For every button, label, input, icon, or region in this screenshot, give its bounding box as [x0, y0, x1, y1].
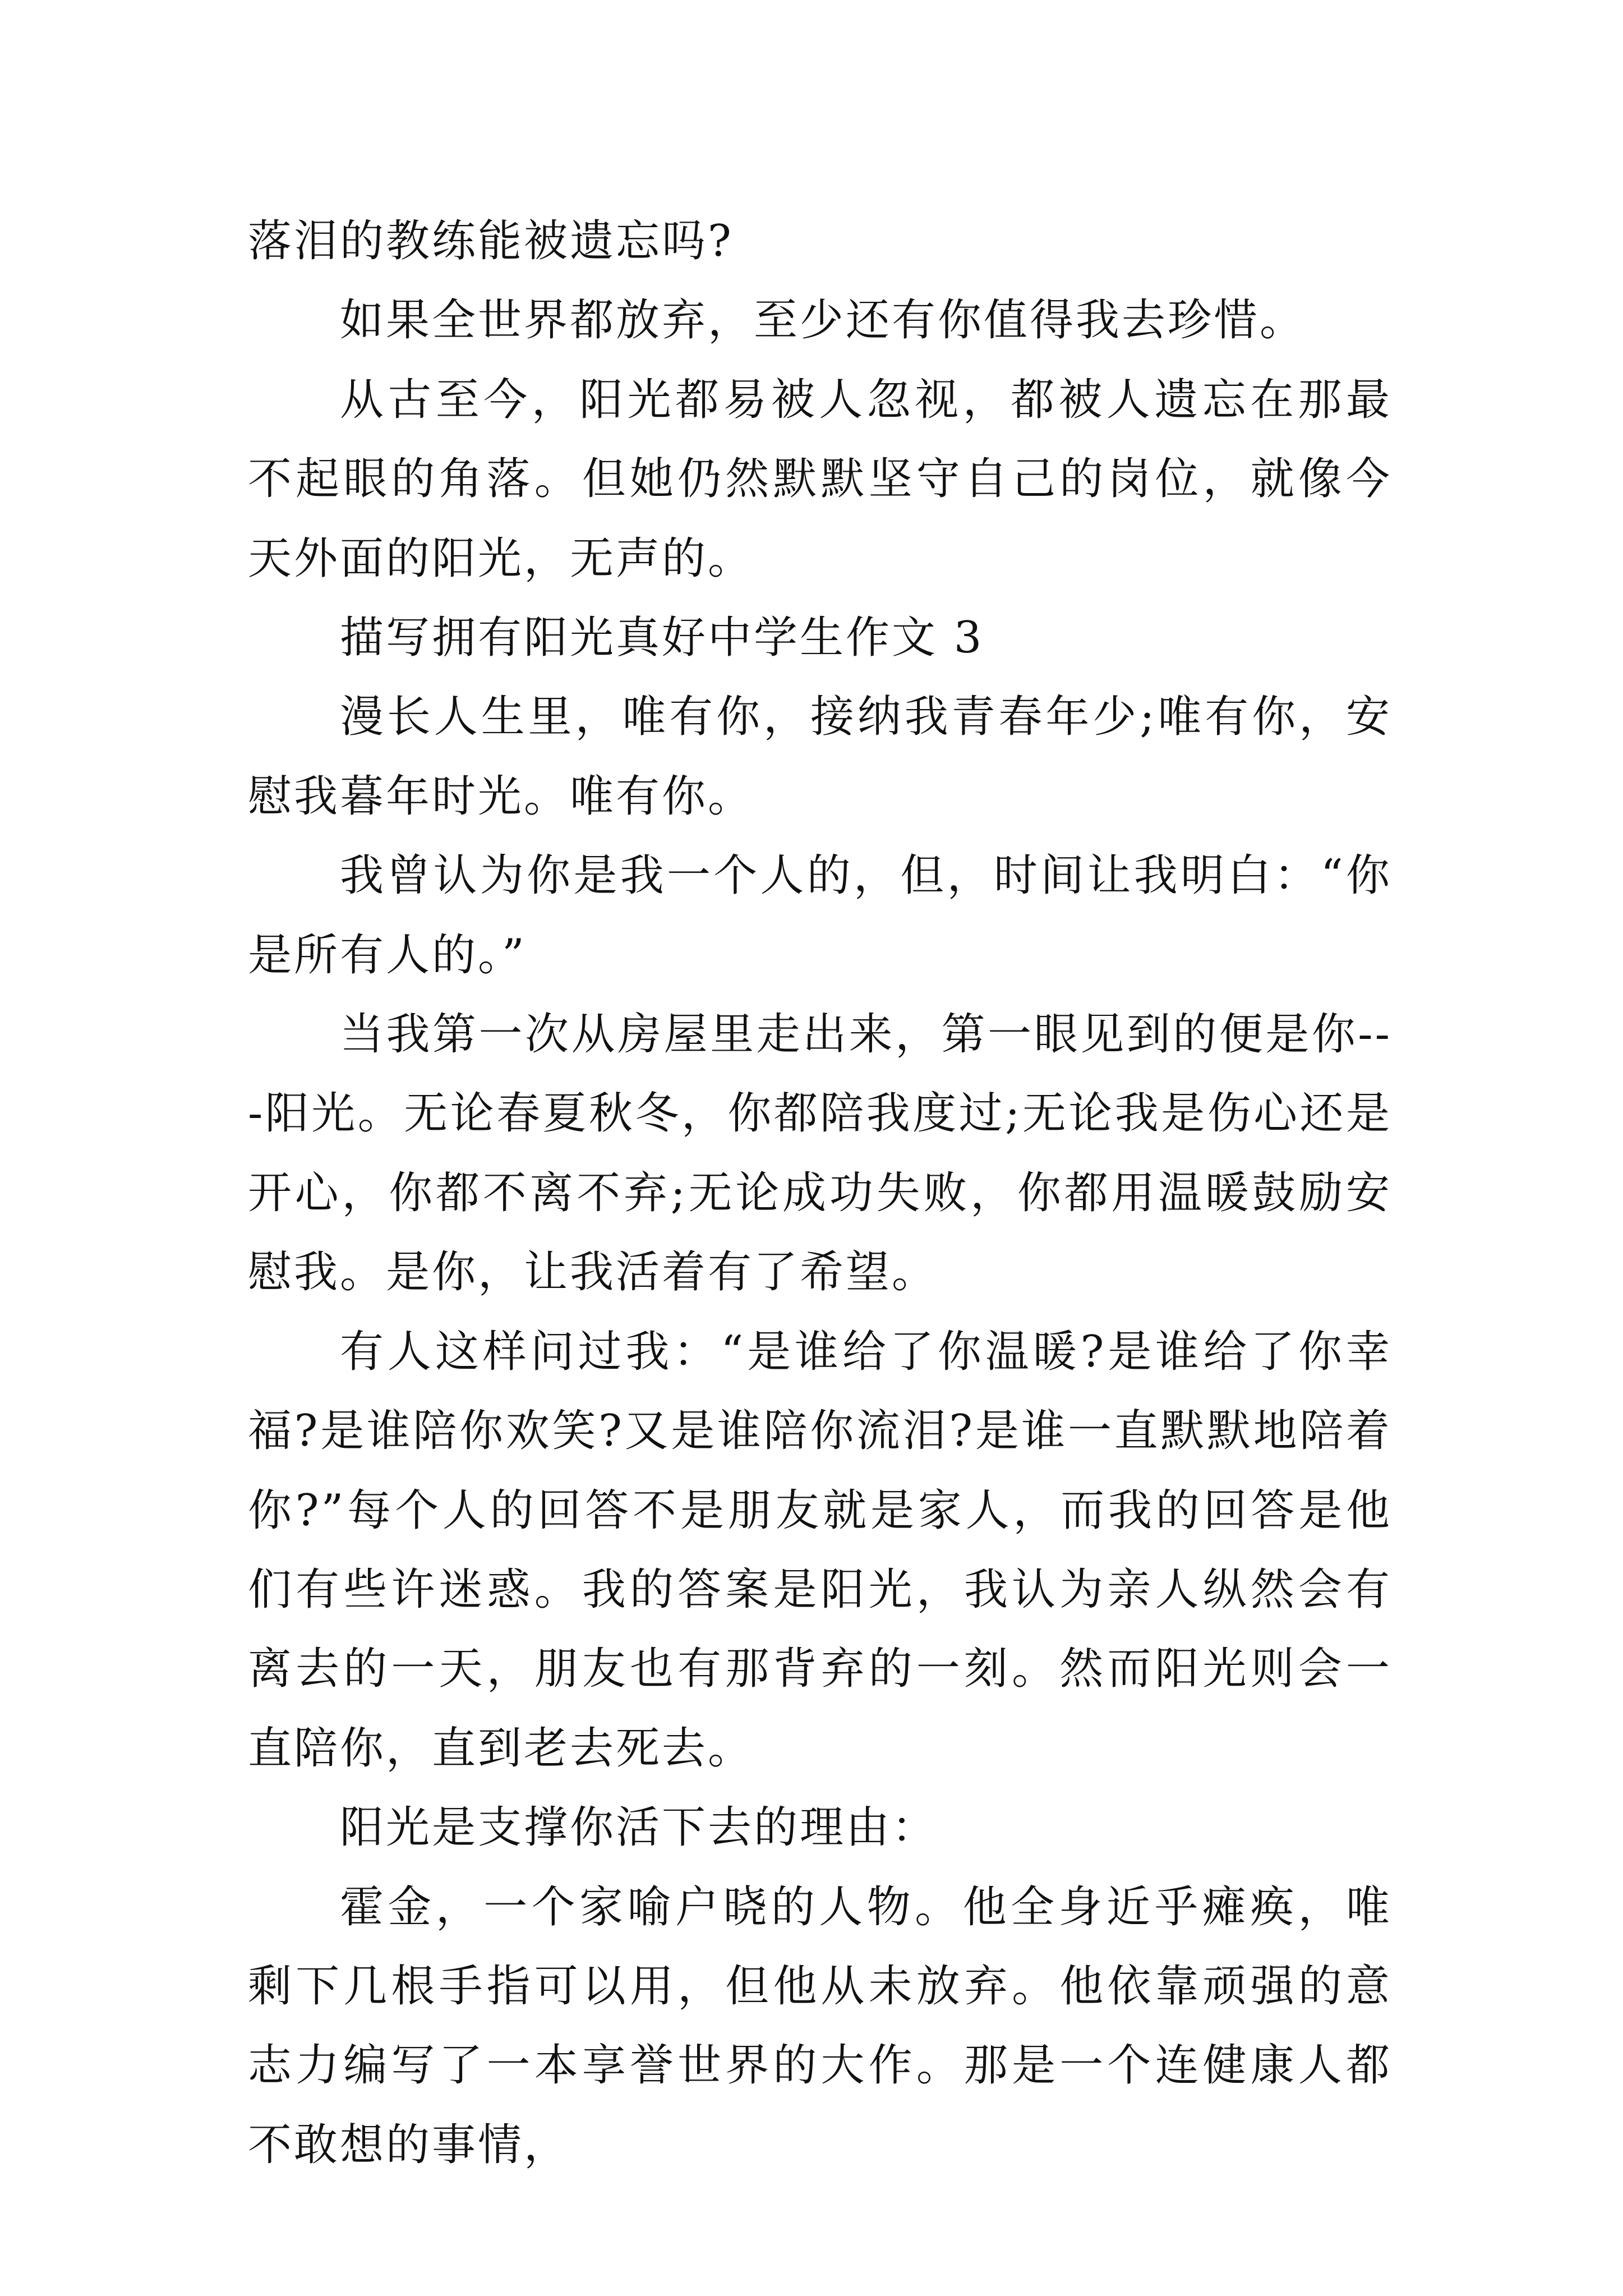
paragraph-1: 落泪的教练能被遗忘吗?	[248, 216, 734, 266]
paragraph-9: 阳光是支撑你活下去的理由：	[340, 1802, 938, 1853]
document-body	[248, 202, 1392, 2185]
paragraph-6: 我曾认为你是我一个人的，但，时间让我明白：“你是所有人的。”	[248, 850, 1392, 981]
paragraph-2: 如果全世界都放弃，至少还有你值得我去珍惜。	[340, 295, 1306, 346]
paragraph-3: 从古至今，阳光都易被人忽视，都被人遗忘在那最不起眼的角落。但她仍然默默坚守自己的岗位，就像今天外面的阳光，无声的。	[248, 374, 1392, 584]
section-heading: 描写拥有阳光真好中学生作文 3	[340, 613, 984, 664]
paragraph-5: 漫长人生里，唯有你，接纳我青春年少;唯有你，安慰我暮年时光。唯有你。	[248, 692, 1392, 822]
paragraph-8: 有人这样问过我：“是谁给了你温暖?是谁给了你幸福?是谁陪你欢笑?又是谁陪你流泪?是谁一直默默地陪着你?”每个人的回答不是朋友就是家人，而我的回答是他们有些许迷惑。我的答案是阳光，我认为亲人纵然会有离去的一天，朋友也有那背弃的一刻。然而阳光则会一直陪你，直到老去死去。	[248, 1326, 1392, 1774]
paragraph-10: 霍金，一个家喻户晓的人物。他全身近乎瘫痪，唯剩下几根手指可以用，但他从未放弃。他依靠顽强的意志力编写了一本享誉世界的大作。那是一个连健康人都不敢想的事情，	[248, 1881, 1392, 2170]
paragraph-7: 当我第一次从房屋里走出来，第一眼见到的便是你---阳光。无论春夏秋冬，你都陪我度过;无论我是伤心还是开心，你都不离不弃;无论成功失败，你都用温暖鼓励安慰我。是你，让我活着有了希望。	[248, 1009, 1392, 1298]
